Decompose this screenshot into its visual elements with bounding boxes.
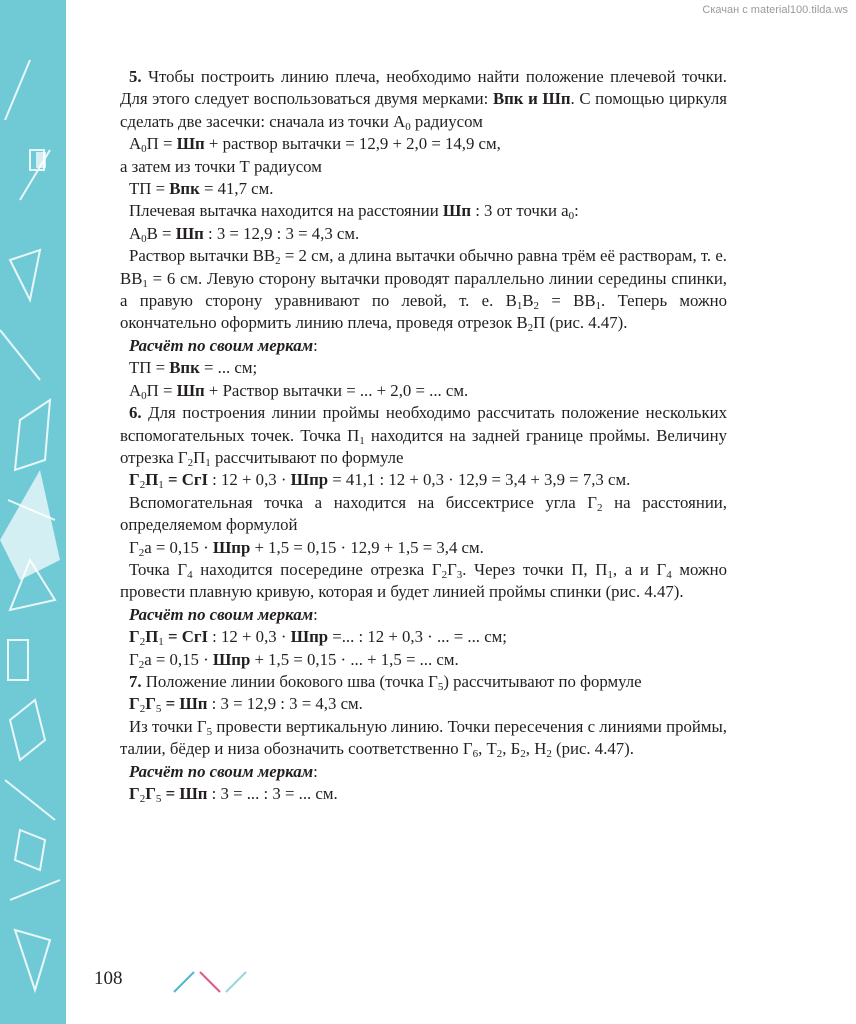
paragraph-5-intro: 5. Чтобы построить линию плеча, необходимо найти положение плечевой точки. Для этого следует воспользоваться двумя мерками: Впк и Шп. С помощью циркуля сделать две засечки: сначала из точки $A_0$ радиусом <box>120 67 727 133</box>
formula-g2g5: $Г_2Г_5$ = Шп : 3 = 12,9 : 3 = 4,3 см. <box>129 694 363 716</box>
paragraph-5-radius: а затем из точки Т радиусом <box>120 156 322 176</box>
paragraph-6-intro: 6. Для построения линии проймы необходимо рассчитать положение нескольких вспомогательных точек. Точка $П_1$ находится на задней границе проймы. Величину отрезка $Г_2П_1$ рассчитывают по формуле <box>120 403 727 469</box>
calc-g2p1: $Г_2П_1$ = СгI : 12 + 0,3 · Шпр =... : 12 + 0,3 · ... = ... см; <box>129 627 507 649</box>
paragraph-5-dart-size: Раствор вытачки $BB_2 = 2$ см, а длина вытачки обычно равна трём её растворам, т. е. $BB_1 = 6$ см. Левую сторону вытачки проводят параллельно линии середины спинки, а правую сторону уравнивают по левой, т. е. $B_1B_2 = BB_1$. Теперь можно окончательно оформить линию плеча, проведя отрезок $B_2П$ (рис. 4.47). <box>120 246 727 335</box>
paragraph-6-g4: Точка $Г_4$ находится посередине отрезка $Г_2Г_3$. Через точки П, $П_1$, а и $Г_4$ можно провести плавную кривую, которая и будет линией проймы спинки (рис. 4.47). <box>120 559 727 602</box>
paragraph-7-intro: 7. Положение линии бокового шва (точка $Г_5$) рассчитывают по формуле <box>129 671 642 693</box>
calc-heading-5: Расчёт по своим меркам: <box>129 335 318 355</box>
paragraph-6-aux-point: Вспомогательная точка а находится на биссектрисе угла $Г_2$ на расстоянии, определяемом формулой <box>120 492 727 535</box>
watermark: Скачан с material100.tilda.ws <box>702 4 848 16</box>
formula-tp: ТП = Впк = 41,7 см. <box>129 179 274 199</box>
decorative-lines-icon <box>170 968 260 996</box>
page-content <box>120 66 727 805</box>
formula-g2p1: $Г_2П_1$ = СгI : 12 + 0,3 · Шпр = 41,1 : 12 + 0,3 · 12,9 = 3,4 + 3,9 = 7,3 см. <box>129 470 631 492</box>
geometric-pattern-icon <box>0 0 66 1024</box>
calc-heading-7: Расчёт по своим меркам: <box>129 761 318 781</box>
calc-a0p: $A_0П$ = Шп + Раствор вытачки = ... + 2,0 = ... см. <box>129 380 469 402</box>
formula-g2a: $Г_2a = 0,15$ · Шпр + 1,5 = 0,15 · 12,9 + 1,5 = 3,4 см. <box>129 537 484 559</box>
calc-heading-6: Расчёт по своим меркам: <box>129 604 318 624</box>
calc-tp: ТП = Впк = ... см; <box>129 358 258 378</box>
formula-a0b: $A_0B$ = Шп : 3 = 12,9 : 3 = 4,3 см. <box>129 223 360 245</box>
decorative-side-band <box>0 0 66 1024</box>
formula-a0p: $A_0П$ = Шп + раствор вытачки = 12,9 + 2,0 = 14,9 см, <box>129 134 501 156</box>
paragraph-5-dart: Плечевая вытачка находится на расстоянии Шп : 3 от точки $a_0$: <box>129 201 579 223</box>
calc-g2a: $Г_2a = 0,15$ · Шпр + 1,5 = 0,15 · ... + 1,5 = ... см. <box>129 649 459 671</box>
calc-g2g5: $Г_2Г_5$ = Шп : 3 = ... : 3 = ... см. <box>129 784 338 805</box>
page-number: 108 <box>94 968 123 989</box>
paragraph-7-vertical: Из точки $Г_5$ провести вертикальную линию. Точки пересечения с линиями проймы, талии, бёдер и низа обозначить соответственно $Г_6$, $Т_2$, $Б_2$, $Н_2$ (рис. 4.47). <box>120 716 727 761</box>
